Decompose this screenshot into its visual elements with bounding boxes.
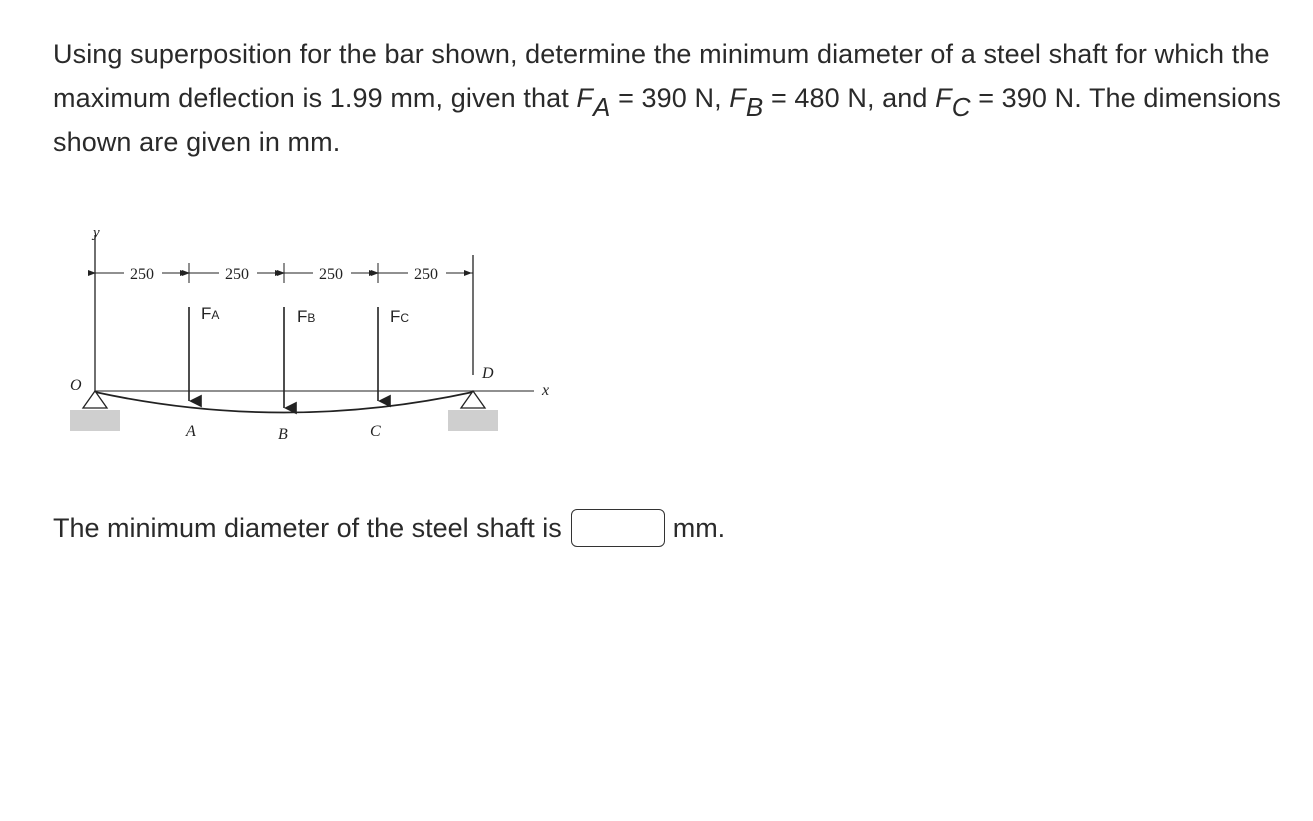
point-label-b: B	[278, 426, 288, 443]
force-a-value: = 390 N,	[610, 83, 730, 113]
point-label-c: C	[370, 423, 381, 440]
force-a-symbol: F	[576, 83, 594, 113]
answer-input[interactable]	[571, 509, 665, 547]
dimension-label: 250	[130, 266, 154, 283]
y-axis-label: y	[93, 225, 100, 241]
force-c-value: = 390 N. The dimensions shown are given in mm.	[53, 83, 1281, 157]
origin-label: O	[70, 377, 82, 394]
beam-diagram	[60, 215, 560, 450]
force-b-subscript: B	[745, 92, 764, 122]
point-label-a: A	[186, 423, 196, 440]
question-text	[53, 32, 1283, 164]
force-b-symbol: F	[729, 83, 746, 113]
force-b-label: FB	[297, 307, 316, 326]
answer-line	[53, 508, 725, 548]
dimension-label: 250	[225, 266, 249, 283]
answer-prompt: The minimum diameter of the steel shaft is	[53, 513, 562, 543]
question-intro: Using superposition for the bar shown, determine the minimum diameter of a steel shaft for which the maximum deflection is 1.99 mm, given that	[53, 39, 1270, 113]
dimension-label: 250	[414, 266, 438, 283]
answer-unit: mm.	[672, 513, 726, 543]
force-a-subscript: A	[593, 92, 611, 122]
force-c-symbol: F	[935, 83, 952, 113]
left-ground	[70, 410, 120, 431]
force-c-subscript: C	[951, 92, 971, 122]
x-axis-label: x	[542, 382, 550, 399]
force-b-value: = 480 N, and	[763, 83, 936, 113]
right-ground	[448, 410, 498, 431]
force-a-label: FA	[201, 304, 220, 323]
point-label-d: D	[482, 365, 494, 382]
dimension-label: 250	[319, 266, 343, 283]
force-c-label: FC	[390, 307, 410, 326]
